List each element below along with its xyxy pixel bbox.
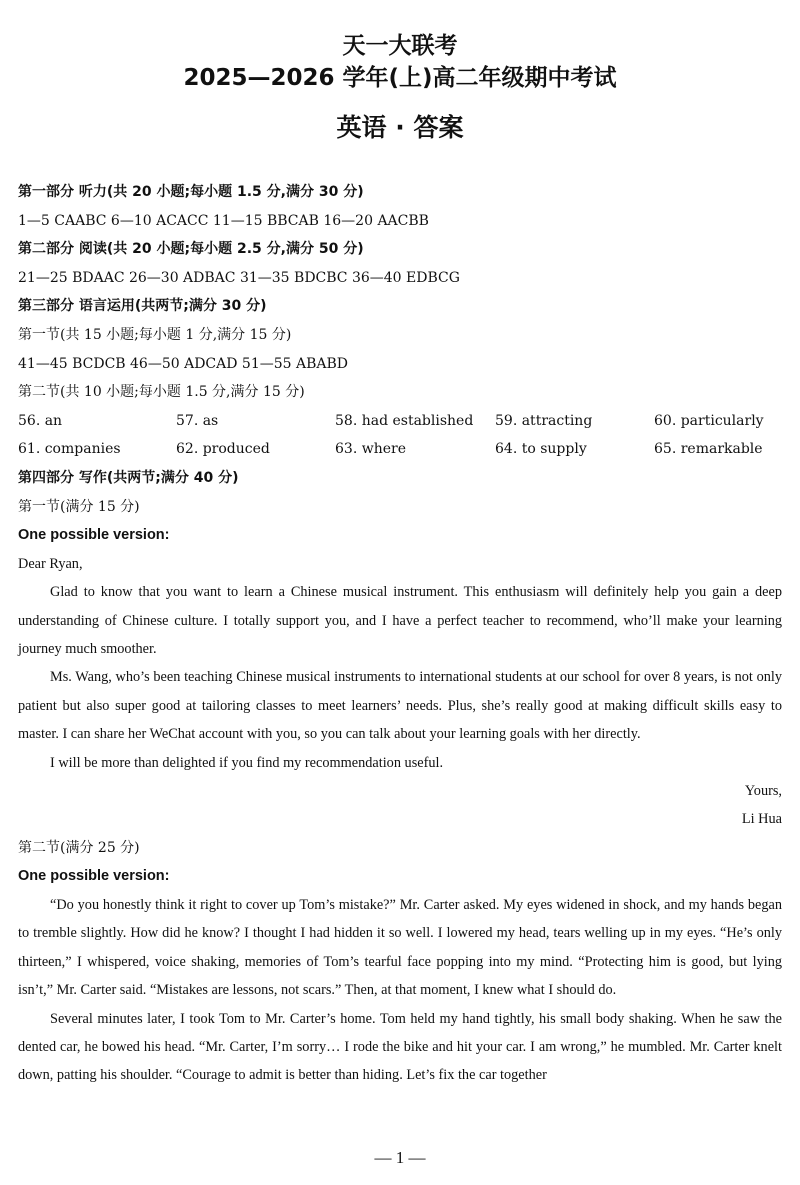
answer-item: 64. to supply [495,441,587,458]
answer-item: 58. had established [335,412,474,429]
document-body [18,178,782,1090]
part1-heading: 第一部分 听力(共 20 小题;每小题 1.5 分,满分 30 分) [18,184,364,200]
subject-title: 英语 · 答案 [336,113,464,142]
answer-item: 62. produced [176,441,270,458]
document-header [0,0,800,145]
answer-item: 56. an [18,412,63,429]
part3-section2-heading: 第二节(共 10 小题;每小题 1.5 分,满分 15 分) [18,384,305,401]
version-label: One possible version: [18,527,170,544]
story-paragraph: “Do you honestly think it right to cover up Tom’s mistake?” Mr. Carter asked. My eyes widened in shock, and my hands began to tremble slightly. How did he know? I thought I had hidden it so well. I lowered my head, tears welling up in my eyes. “He’s only thirteen,” I whispered, voice shaking, memories of Tom’s tearful face popping into my mind. “Protecting him is good, but lying isn’t,” Mr. Carter said. “Mistakes are lessons, not scars.” Then, at that moment, I knew what I should do. [18,896,782,999]
story-paragraph: Several minutes later, I took Tom to Mr. Carter’s home. Tom held my hand tightly, his small body shaking. When he saw the dented car, he bowed his head. “Mr. Carter, I’m sorry… I rode the bike and hit your car. I am wrong,” he mumbled. Mr. Carter knelt down, patting his shoulder. “Courage to admit is better than hiding. Let’s fix the car together [18,1010,782,1084]
letter-closing: Yours, [744,782,782,799]
answer-item: 65. remarkable [654,441,763,458]
answer-item: 61. companies [18,441,121,458]
part3-heading: 第三部分 语言运用(共两节;满分 30 分) [18,298,267,315]
letter-signature: Li Hua [741,811,782,828]
letter-paragraph: I will be more than delighted if you find my recommendation useful. [50,754,444,771]
part1-answers: 1—5 CAABC 6—10 ACACC 11—15 BBCAB 16—20 AACBB [18,212,429,229]
letter-greeting: Dear Ryan, [18,555,83,572]
part2-answers: 21—25 BDAAC 26—30 ADBAC 31—35 BDCBC 36—40 EDBCG [18,269,460,286]
letter-paragraph: Ms. Wang, who’s been teaching Chinese musical instruments to international students at our school for over 8 years, is not only patient but also super good at tailoring classes to meet learners’ needs. Plus, she’s really good at making difficult skills easy to master. I can share her WeChat account with you, so you can talk about your learning goals with her directly. [18,669,782,743]
answer-item: 63. where [335,441,406,458]
part4-section1-heading: 第一节(满分 15 分) [18,498,140,515]
part2-heading: 第二部分 阅读(共 20 小题;每小题 2.5 分,满分 50 分) [18,241,364,258]
answer-item: 59. attracting [495,412,593,429]
answer-item: 57. as [176,412,219,429]
part3-section1-answers: 41—45 BCDCB 46—50 ADCAD 51—55 ABABD [18,355,349,372]
part4-section2-heading: 第二节(满分 25 分) [18,839,140,856]
part4-heading: 第四部分 写作(共两节;满分 40 分) [18,469,239,486]
exam-title: 2025—2026 学年(上)高二年级期中考试 [183,65,617,91]
version-label: One possible version: [18,868,170,885]
page-number: — 1 — [374,1148,426,1167]
exam-organizer-title: 天一大联考 [342,33,458,59]
part3-section2-answer-grid [18,407,782,464]
letter-paragraph: Glad to know that you want to learn a Chinese musical instrument. This enthusiasm will definitely help you gain a deep understanding of Chinese culture. I totally support you, and I have a perfect teacher to recommend, who’ll make your learning journey much smoother. [18,584,782,657]
answer-item: 60. particularly [654,412,764,429]
part3-section1-heading: 第一节(共 15 小题;每小题 1 分,满分 15 分) [18,326,292,343]
